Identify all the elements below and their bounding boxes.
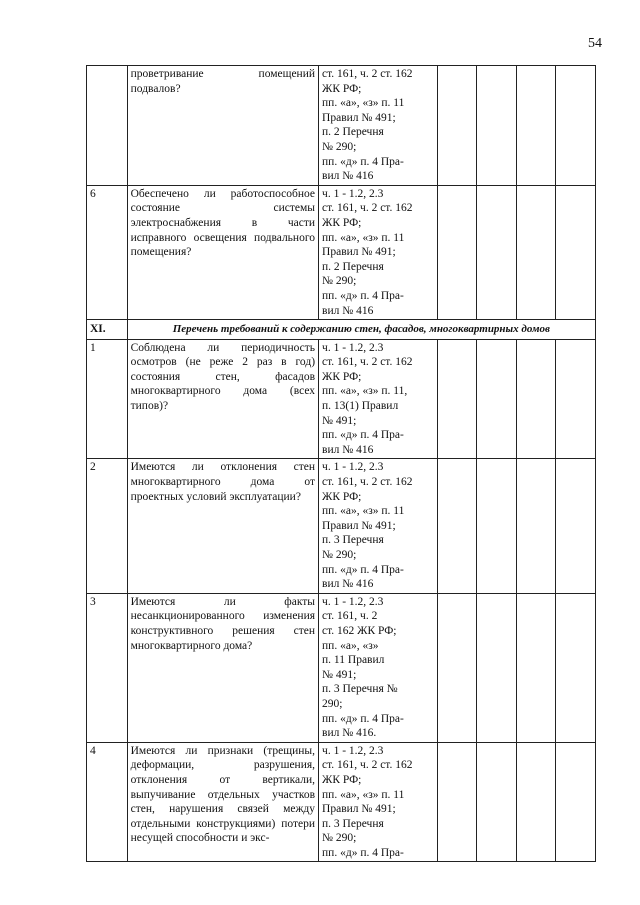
answer-cell [477, 593, 517, 742]
table-row [87, 185, 596, 319]
reference-line: п. 13(1) Правил [322, 400, 399, 413]
reference-line: ст. 161, ч. 2 ст. 162 [322, 356, 413, 369]
reference-line: ЖК РФ; [322, 82, 362, 95]
reference-line: вил № 416 [322, 170, 374, 183]
table-row [87, 459, 596, 593]
answer-cell [556, 459, 596, 593]
reference-line: вил № 416 [322, 304, 374, 317]
answer-cell [437, 66, 477, 186]
legal-reference-cell [319, 742, 438, 862]
reference-line: пп. «а», «з» п. 11 [322, 505, 405, 518]
answer-cell [556, 593, 596, 742]
answer-cell [516, 742, 556, 862]
answer-cell [556, 339, 596, 459]
reference-line: пп. «д» п. 4 Пра- [322, 712, 404, 725]
reference-line: ст. 161, ч. 2 [322, 610, 378, 623]
legal-reference-cell [319, 185, 438, 319]
reference-line: пп. «д» п. 4 Пра- [322, 155, 404, 168]
item-number: 4 [87, 742, 128, 862]
reference-line: пп. «а», «з» п. 11 [322, 231, 405, 244]
answer-cell [477, 459, 517, 593]
reference-line: ЖК РФ; [322, 370, 362, 383]
table-row [87, 66, 596, 186]
reference-line: пп. «а», «з» п. 11 [322, 788, 405, 801]
question-cell: проветривание помещений подвалов? [127, 66, 318, 186]
question-cell: Имеются ли факты несанкционированного изменения конструктивного решения стен многоквартирного дома? [127, 593, 318, 742]
reference-line: ст. 161, ч. 2 ст. 162 [322, 759, 413, 772]
reference-line: 290; [322, 697, 343, 710]
section-title: Перечень требований к содержанию стен, фасадов, многоквартирных домов [127, 320, 595, 340]
reference-line: № 290; [322, 140, 357, 153]
answer-cell [477, 339, 517, 459]
reference-line: вил № 416 [322, 578, 374, 591]
answer-cell [516, 66, 556, 186]
reference-line: ч. 1 - 1.2, 2.3 [322, 595, 384, 608]
answer-cell [556, 66, 596, 186]
answer-cell [516, 459, 556, 593]
reference-line: п. 3 Перечня [322, 817, 384, 830]
reference-line: ЖК РФ; [322, 490, 362, 503]
reference-line: Правил № 491; [322, 111, 396, 124]
reference-line: № 491; [322, 668, 357, 681]
item-number: 3 [87, 593, 128, 742]
answer-cell [556, 185, 596, 319]
item-number: 2 [87, 459, 128, 593]
reference-line: пп. «д» п. 4 Пра- [322, 563, 404, 576]
reference-line: ЖК РФ; [322, 216, 362, 229]
answer-cell [516, 185, 556, 319]
answer-cell [516, 593, 556, 742]
reference-line: № 491; [322, 414, 357, 427]
reference-line: ч. 1 - 1.2, 2.3 [322, 187, 384, 200]
reference-line: ст. 161, ч. 2 ст. 162 [322, 68, 413, 80]
answer-cell [477, 742, 517, 862]
legal-reference-cell [319, 339, 438, 459]
item-number [87, 66, 128, 186]
question-cell: Обеспечено ли работоспособное состояние системы электроснабжения в части исправного освещения подвального помещения? [127, 185, 318, 319]
answer-cell [437, 459, 477, 593]
reference-line: п. 2 Перечня [322, 126, 384, 139]
question-cell: Имеются ли признаки (трещины, деформации, разрушения, отклонения от вертикали, выпучивание отдельных участков стен, нарушения связей между отдельными конструкциями) потери несущей способности и экс- [127, 742, 318, 862]
item-number: 6 [87, 185, 128, 319]
reference-line: пп. «а», «з» [322, 639, 379, 652]
answer-cell [556, 742, 596, 862]
answer-cell [477, 185, 517, 319]
reference-line: № 290; [322, 275, 357, 288]
reference-line: № 290; [322, 549, 357, 561]
reference-line: п. 3 Перечня № [322, 683, 398, 696]
legal-reference-cell [319, 66, 438, 186]
reference-line: ч. 1 - 1.2, 2.3 [322, 341, 384, 354]
answer-cell [437, 185, 477, 319]
reference-line: п. 2 Перечня [322, 260, 384, 273]
reference-line: ст. 162 ЖК РФ; [322, 624, 397, 637]
answer-cell [437, 339, 477, 459]
question-cell: Соблюдена ли периодичность осмотров (не реже 2 раз в год) состояния стен, фасадов многоквартирного дома (всех типов)? [127, 339, 318, 459]
reference-line: пп. «д» п. 4 Пра- [322, 846, 404, 859]
reference-line: пп. «д» п. 4 Пра- [322, 289, 404, 302]
reference-line: вил № 416 [322, 443, 374, 456]
answer-cell [477, 66, 517, 186]
table-row [87, 593, 596, 742]
reference-line: Правил № 491; [322, 519, 396, 532]
reference-line: п. 11 Правил [322, 654, 385, 667]
reference-line: Правил № 491; [322, 246, 396, 259]
answer-cell [437, 593, 477, 742]
reference-line: пп. «д» п. 4 Пра- [322, 429, 404, 442]
table-body [87, 66, 596, 862]
table-row [87, 339, 596, 459]
section-number: XI. [87, 320, 128, 340]
reference-line: ч. 1 - 1.2, 2.3 [322, 744, 384, 757]
legal-reference-cell [319, 593, 438, 742]
reference-line: п. 3 Перечня [322, 534, 384, 547]
legal-reference-cell [319, 459, 438, 593]
answer-cell [516, 339, 556, 459]
reference-line: вил № 416. [322, 727, 377, 740]
reference-line: ст. 161, ч. 2 ст. 162 [322, 202, 413, 215]
item-number: 1 [87, 339, 128, 459]
reference-line: ст. 161, ч. 2 ст. 162 [322, 476, 413, 489]
section-row [87, 320, 596, 340]
reference-line: ЖК РФ; [322, 773, 362, 786]
table-row [87, 742, 596, 862]
reference-line: ч. 1 - 1.2, 2.3 [322, 461, 384, 474]
requirements-table [86, 65, 596, 862]
reference-line: № 290; [322, 832, 357, 845]
reference-line: пп. «а», «з» п. 11, [322, 385, 408, 398]
reference-line: Правил № 491; [322, 803, 396, 816]
question-cell: Имеются ли отклонения стен многоквартирного дома от проектных условий эксплуатации? [127, 459, 318, 593]
reference-line: пп. «а», «з» п. 11 [322, 97, 405, 110]
page-number: 54 [588, 36, 602, 51]
answer-cell [437, 742, 477, 862]
